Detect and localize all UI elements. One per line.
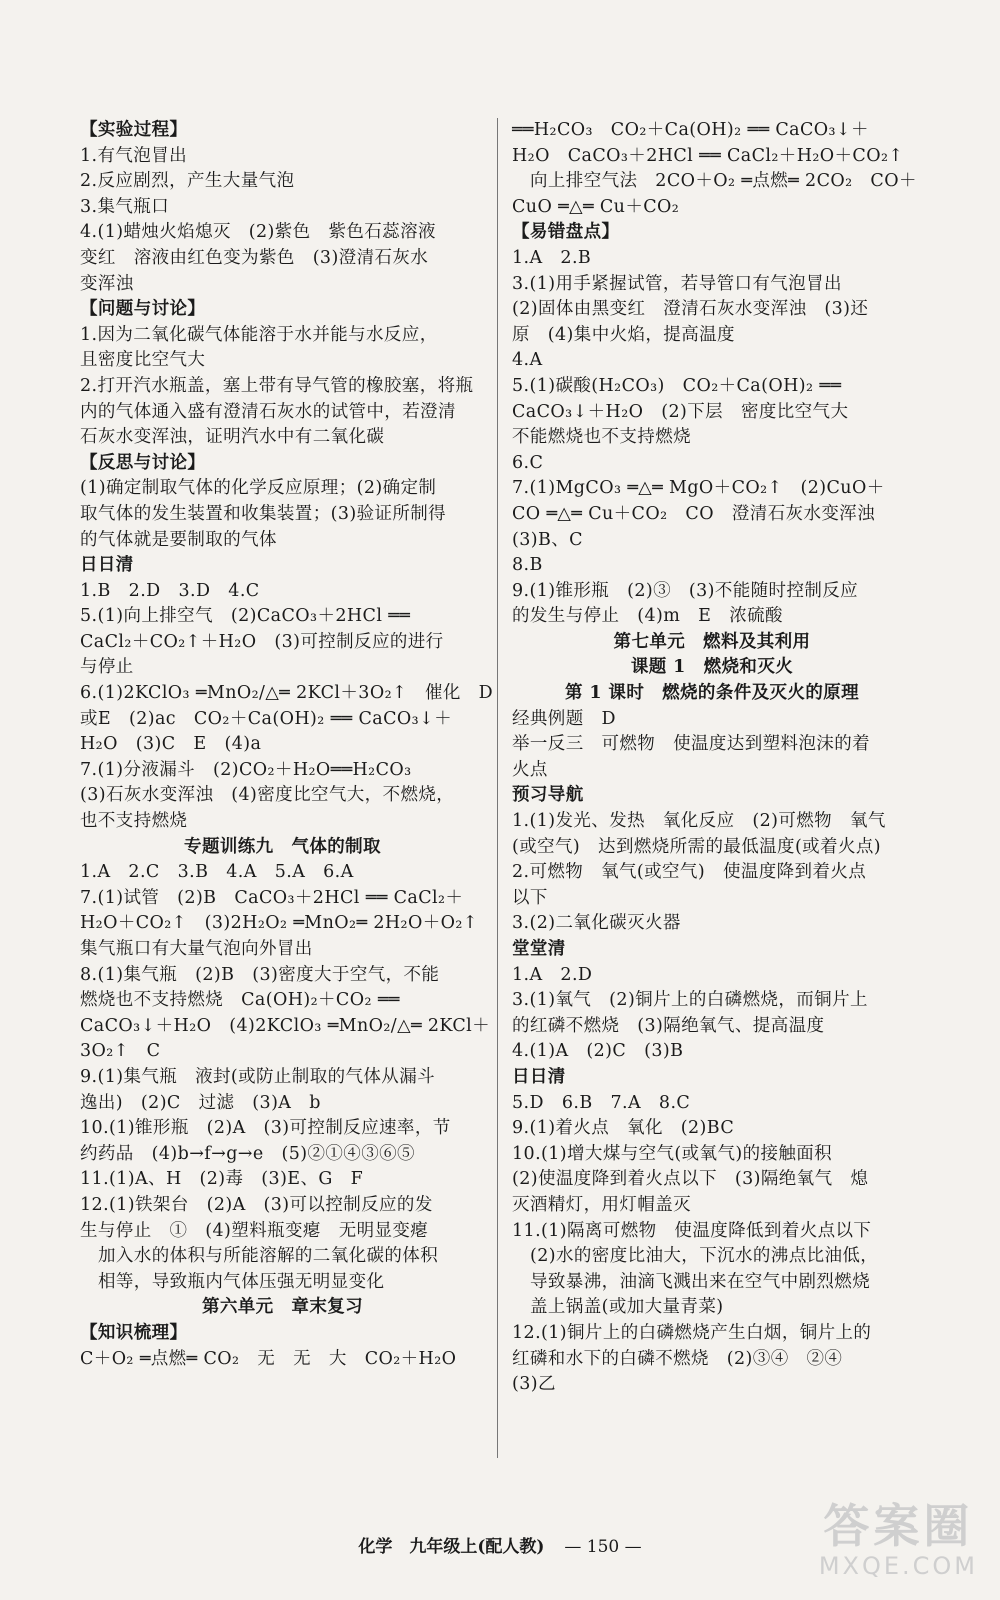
- answer-line: 向上排空气法 2CO＋O₂ ═点燃═ 2CO₂ CO＋: [530, 171, 917, 192]
- answer-line: 3.(1)用手紧握试管，若导管口有气泡冒出: [512, 273, 842, 294]
- answer-line: 10.(1)锥形瓶 (2)A (3)可控制反应速率，节: [80, 1118, 451, 1139]
- answer-line: H₂O CaCO₃＋2HCl ══ CaCl₂＋H₂O＋CO₂↑: [512, 145, 904, 166]
- answer-line: C＋O₂ ═点燃═ CO₂ 无 无 大 CO₂＋H₂O: [80, 1348, 457, 1369]
- answer-line: 3.集气瓶口: [80, 196, 170, 217]
- answer-line: (2)固体由黑变红 澄清石灰水变浑浊 (3)还: [512, 299, 869, 320]
- answer-line: 约药品 (4)b→f→g→e (5)②①④③⑥⑤: [80, 1143, 415, 1164]
- answer-line: CuO ═△═ Cu＋CO₂: [512, 196, 680, 217]
- answer-line: 以下: [512, 887, 548, 908]
- answer-line: 生与停止 ① (4)塑料瓶变瘪 无明显变瘪: [80, 1220, 429, 1241]
- page-number: — 150 —: [564, 1537, 642, 1557]
- answer-line: 红磷和水下的白磷不燃烧 (2)③④ ②④: [512, 1348, 843, 1369]
- section-heading: 堂堂清: [512, 939, 566, 959]
- answer-line: 与停止: [80, 657, 134, 678]
- answer-line: 石灰水变浑浊，证明汽水中有二氧化碳: [80, 427, 385, 448]
- section-heading: 【实验过程】: [80, 120, 188, 140]
- answer-line: (3)乙: [512, 1374, 556, 1395]
- answer-line: (3)石灰水变浑浊 (4)密度比空气大，不燃烧，: [80, 785, 455, 806]
- answer-line: 内的气体通入盛有澄清石灰水的试管中，若澄清: [80, 401, 456, 422]
- section-heading: 日日清: [80, 555, 134, 576]
- section-heading: 【反思与讨论】: [80, 452, 206, 473]
- section-heading: 【问题与讨论】: [80, 299, 206, 320]
- answer-line: 3O₂↑ C: [80, 1041, 161, 1062]
- section-heading: 第 1 课时 燃烧的条件及灭火的原理: [564, 683, 860, 704]
- section-heading: 预习导航: [512, 785, 584, 806]
- answer-line: 1.A 2.C 3.B 4.A 5.A 6.A: [80, 862, 354, 883]
- section-heading: 日日清: [512, 1066, 566, 1087]
- answer-line: (3)B、C: [512, 529, 583, 550]
- answer-line: 1.A 2.D: [512, 964, 593, 985]
- answer-line: CO ═△═ Cu＋CO₂ CO 澄清石灰水变浑浊: [512, 503, 876, 524]
- answer-line: ══H₂CO₃ CO₂＋Ca(OH)₂ ══ CaCO₃↓＋: [512, 120, 869, 140]
- answer-line: 7.(1)MgCO₃ ═△═ MgO＋CO₂↑ (2)CuO＋: [512, 478, 885, 499]
- answer-line: 12.(1)铜片上的白磷燃烧产生白烟，铜片上的: [512, 1322, 872, 1343]
- answer-line: 的气体就是要制取的气体: [80, 529, 277, 550]
- answer-line: 8.(1)集气瓶 (2)B (3)密度大于空气，不能: [80, 964, 440, 985]
- answer-line: 7.(1)试管 (2)B CaCO₃＋2HCl ══ CaCl₂＋: [80, 887, 464, 908]
- answer-line: 8.B: [512, 555, 543, 576]
- answer-line: 2.可燃物 氧气(或空气) 使温度降到着火点: [512, 862, 867, 883]
- answer-line: 且密度比空气大: [80, 350, 206, 371]
- answer-line: 1.因为二氧化碳气体能溶于水并能与水反应，: [80, 324, 438, 345]
- watermark: [819, 1500, 978, 1580]
- answer-line: 5.(1)碳酸(H₂CO₃) CO₂＋Ca(OH)₂ ══: [512, 375, 842, 396]
- footer-subject: 化学 九年级上(配人教): [358, 1537, 545, 1557]
- answer-line: 6.(1)2KClO₃ ═MnO₂/△═ 2KCl＋3O₂↑ 催化 D: [80, 683, 494, 704]
- answer-line: 火点: [512, 759, 548, 780]
- answer-line: 11.(1)A、H (2)毒 (3)E、G F: [80, 1169, 364, 1190]
- section-heading: 【知识梳理】: [80, 1322, 188, 1343]
- answer-line: 的红磷不燃烧 (3)隔绝氧气、提高温度: [512, 1015, 825, 1036]
- answer-line: 不能燃烧也不支持燃烧: [512, 427, 691, 448]
- answer-line: 也不支持燃烧: [80, 811, 188, 832]
- answer-line: 11.(1)隔离可燃物 使温度降低到着火点以下: [512, 1220, 872, 1241]
- answer-line: CaCO₃↓＋H₂O (2)下层 密度比空气大: [512, 401, 849, 422]
- answer-line: 集气瓶口有大量气泡向外冒出: [80, 939, 313, 959]
- answer-line: 1.有气泡冒出: [80, 145, 187, 166]
- answer-line: 逸出) (2)C 过滤 (3)A b: [80, 1092, 321, 1113]
- answer-line: 变浑浊: [80, 273, 134, 294]
- answer-line: 导致暴沸，油滴飞溅出来在空气中剧烈燃烧: [530, 1271, 871, 1292]
- answer-line: 盖上锅盖(或加大量青菜): [530, 1297, 724, 1318]
- answer-line: 3.(2)二氧化碳灭火器: [512, 913, 681, 934]
- answer-line: H₂O (3)C E (4)a: [80, 734, 262, 755]
- answer-line: 12.(1)铁架台 (2)A (3)可以控制反应的发: [80, 1194, 433, 1215]
- answer-line: 变红 溶液由红色变为紫色 (3)澄清石灰水: [80, 247, 429, 268]
- answer-line: 5.(1)向上排空气 (2)CaCO₃＋2HCl ══: [80, 606, 411, 627]
- answer-line: CaCO₃↓＋H₂O (4)2KClO₃ ═MnO₂/△═ 2KCl＋: [80, 1015, 491, 1036]
- column-divider: [497, 118, 498, 1458]
- answer-line: 4.(1)A (2)C (3)B: [512, 1041, 684, 1062]
- answer-line: 9.(1)着火点 氧化 (2)BC: [512, 1118, 735, 1139]
- answer-line: 取气体的发生装置和收集装置；(3)验证所制得: [80, 503, 447, 524]
- answer-line: 7.(1)分液漏斗 (2)CO₂＋H₂O══H₂CO₃: [80, 759, 412, 780]
- answer-line: 2.反应剧烈，产生大量气泡: [80, 171, 295, 192]
- answer-line: 加入水的体积与所能溶解的二氧化碳的体积: [98, 1246, 439, 1267]
- answer-line: CaCl₂＋CO₂↑＋H₂O (3)可控制反应的进行: [80, 631, 444, 652]
- answer-line: 举一反三 可燃物 使温度达到塑料泡沫的着: [512, 734, 870, 755]
- answer-line: (2)使温度降到着火点以下 (3)隔绝氧气 熄: [512, 1169, 869, 1190]
- answer-line: 的发生与停止 (4)m E 浓硫酸: [512, 606, 783, 627]
- answer-line: 1.A 2.B: [512, 247, 592, 268]
- answer-line: (或空气) 达到燃烧所需的最低温度(或着火点): [512, 836, 882, 857]
- answer-line: 原 (4)集中火焰，提高温度: [512, 324, 735, 345]
- answer-line: 经典例题 D: [512, 708, 616, 729]
- left-column: [80, 118, 494, 1372]
- watermark-site: MXQE.COM: [818, 1552, 978, 1580]
- right-column: [512, 118, 917, 1398]
- answer-line: (2)水的密度比油大，下沉水的沸点比油低，: [530, 1246, 879, 1267]
- answer-line: 6.C: [512, 452, 544, 473]
- answer-line: 相等，导致瓶内气体压强无明显变化: [98, 1271, 385, 1292]
- answer-line: 灭酒精灯，用灯帽盖灭: [512, 1194, 691, 1215]
- answer-line: 4.A: [512, 350, 543, 371]
- answer-line: (1)确定制取气体的化学反应原理；(2)确定制: [80, 478, 437, 499]
- section-heading: 第七单元 燃料及其利用: [613, 631, 811, 652]
- answer-line: 燃烧也不支持燃烧 Ca(OH)₂＋CO₂ ══: [80, 990, 400, 1011]
- watermark-logo: 答案圈: [823, 1499, 974, 1553]
- answer-line: 1.(1)发光、发热 氧化反应 (2)可燃物 氧气: [512, 811, 886, 832]
- answer-line: 2.打开汽水瓶盖，塞上带有导气管的橡胶塞，将瓶: [80, 375, 474, 396]
- answer-line: 9.(1)锥形瓶 (2)③ (3)不能随时控制反应: [512, 580, 859, 601]
- section-heading: 课题 1 燃烧和灭火: [630, 657, 794, 678]
- section-heading: 专题训练九 气体的制取: [184, 836, 381, 857]
- answer-line: 9.(1)集气瓶 液封(或防止制取的气体从漏斗: [80, 1066, 436, 1087]
- section-heading: 【易错盘点】: [512, 222, 620, 243]
- answer-line: 4.(1)蜡烛火焰熄灭 (2)紫色 紫色石蕊溶液: [80, 222, 436, 243]
- answer-line: 10.(1)增大煤与空气(或氧气)的接触面积: [512, 1143, 833, 1164]
- answer-line: 或E (2)ac CO₂＋Ca(OH)₂ ══ CaCO₃↓＋: [80, 708, 452, 729]
- answer-line: 1.B 2.D 3.D 4.C: [80, 580, 260, 601]
- section-heading: 第六单元 章末复习: [201, 1297, 364, 1318]
- answer-line: 5.D 6.B 7.A 8.C: [512, 1092, 691, 1113]
- answer-line: H₂O＋CO₂↑ (3)2H₂O₂ ═MnO₂═ 2H₂O＋O₂↑: [80, 913, 478, 934]
- answer-line: 3.(1)氧气 (2)铜片上的白磷燃烧，而铜片上: [512, 990, 868, 1011]
